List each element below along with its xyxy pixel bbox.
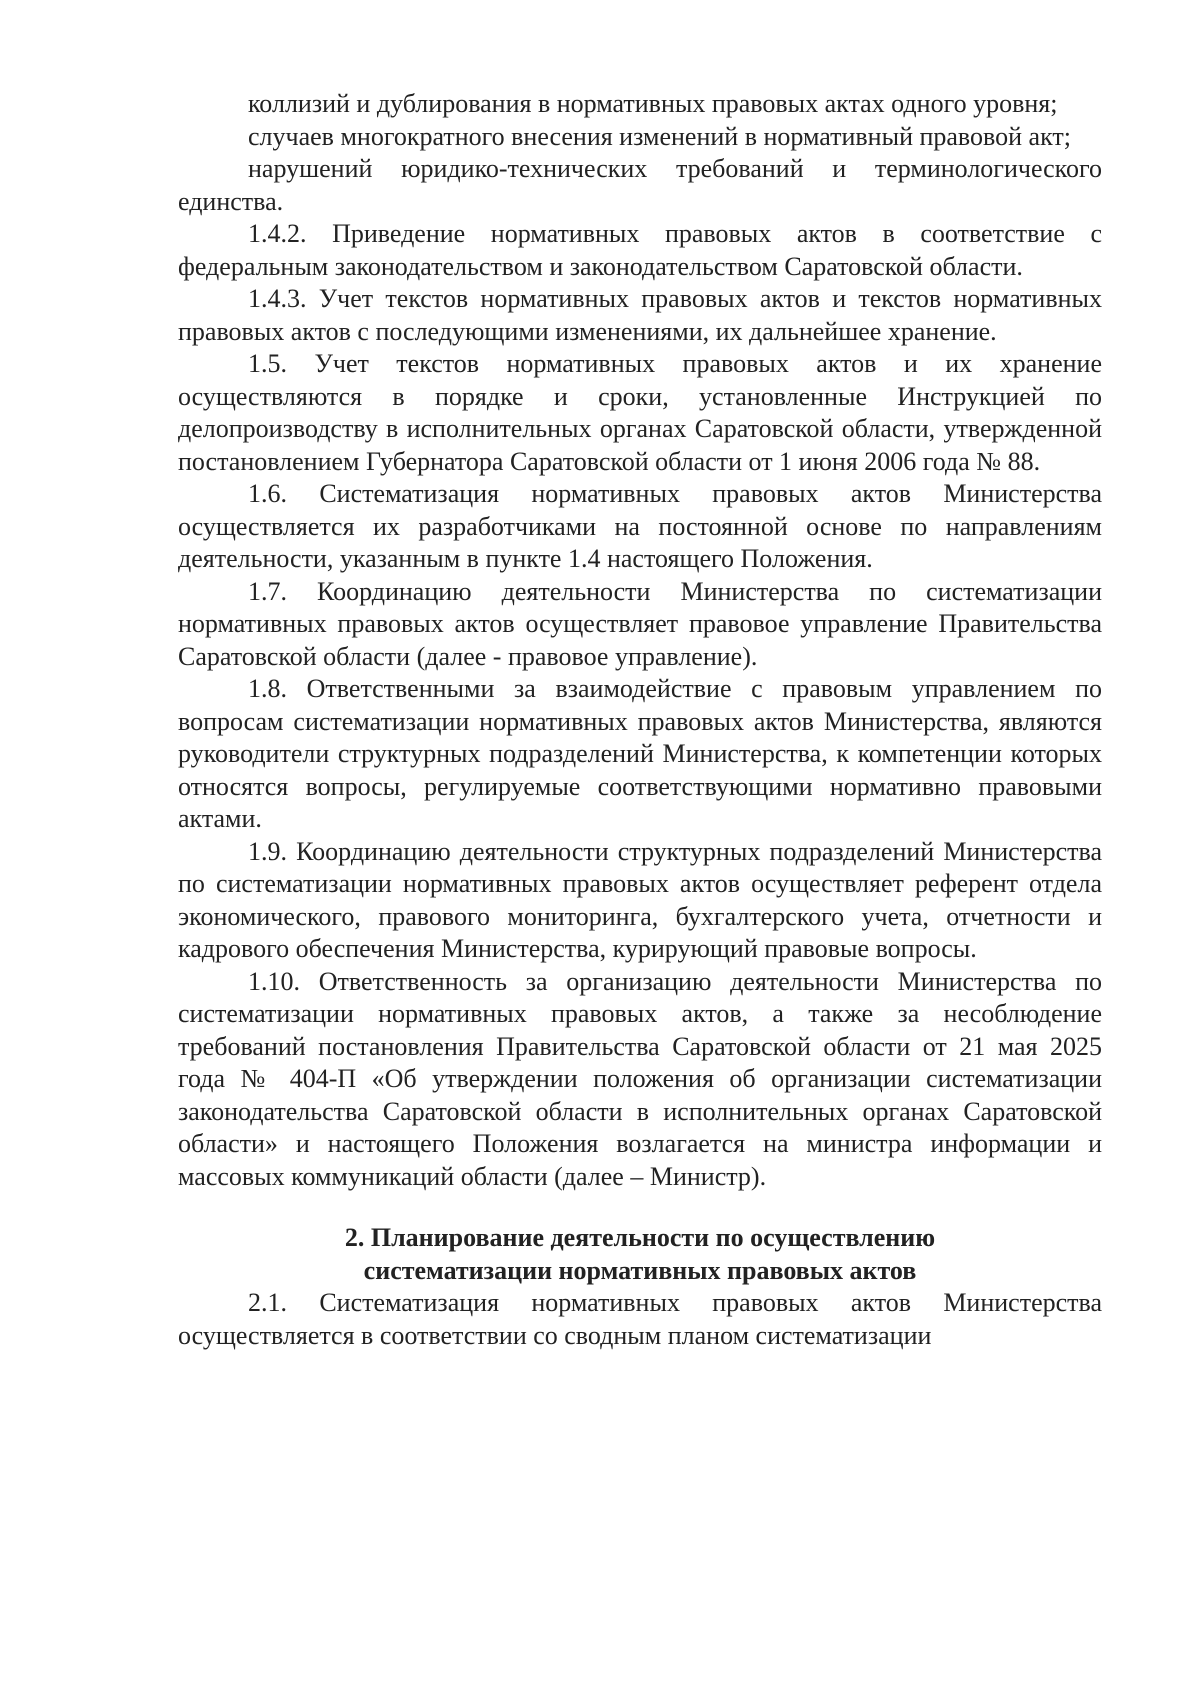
paragraph-multiple-changes: случаев многократного внесения изменений в нормативный правовой акт; xyxy=(248,121,1071,151)
section-heading xyxy=(178,1221,1102,1287)
paragraph-1-5: 1.5. Учет текстов нормативных правовых актов и их хранение осуществляются в порядке и сроки, установленные Инструкцией по делопроизводству в исполнительных органах Саратовской области, утвержденной постановлением Губернатора Саратовской области от 1 июня 2006 года № 88. xyxy=(178,349,1102,476)
document-page xyxy=(178,88,1102,1352)
paragraph-1-4-2: 1.4.2. Приведение нормативных правовых актов в соответствие с федеральным законодательством и законодательством Саратовской области. xyxy=(178,219,1102,281)
paragraph-1-7: 1.7. Координацию деятельности Министерства по систематизации нормативных правовых актов осуществляет правовое управление Правительства Саратовской области (далее - правовое управление). xyxy=(178,576,1102,671)
paragraph-technical-violations: нарушений юридико-технических требований и терминологического единства. xyxy=(178,154,1102,216)
paragraph-1-6: 1.6. Систематизация нормативных правовых актов Министерства осуществляется их разработчиками на постоянной основе по направлениям деятельности, указанным в пункте 1.4 настоящего Положения. xyxy=(178,479,1102,573)
paragraph-1-8: 1.8. Ответственными за взаимодействие с правовым управлением по вопросам систематизации нормативных правовых актов Министерства, являются руководители структурных подразделений Министерства, к компетенции которых относятся вопросы, регулируемые соответствующими нормативно правовыми актами. xyxy=(178,674,1102,833)
paragraph-collisions: коллизий и дублирования в нормативных правовых актах одного уровня; xyxy=(248,89,1058,118)
section-heading-line2: систематизации нормативных правовых актов xyxy=(363,1256,917,1285)
paragraph-1-10: 1.10. Ответственность за организацию деятельности Министерства по систематизации нормативных правовых актов, а также за несоблюдение требований постановления Правительства Саратовской области от 21 мая 2025 года № 404-П «Об утверждении положения об организации систематизации законодательства Саратовской области в исполнительных органах Саратовской области» и настоящего Положения возлагается на министра информации и массовых коммуникаций области (далее – Министр). xyxy=(178,966,1102,1191)
paragraph-1-9: 1.9. Координацию деятельности структурных подразделений Министерства по систематизации нормативных правовых актов осуществляет референт отдела экономического, правового мониторинга, бухгалтерского учета, отчетности и кадрового обеспечения Министерства, курирующий правовые вопросы. xyxy=(178,836,1102,963)
paragraph-2-1: 2.1. Систематизация нормативных правовых актов Министерства осуществляется в соответствии со сводным планом систематизации xyxy=(178,1288,1102,1350)
paragraph-1-4-3: 1.4.3. Учет текстов нормативных правовых актов и текстов нормативных правовых актов с последующими изменениями, их дальнейшее хранение. xyxy=(178,284,1102,346)
section-heading-line1: 2. Планирование деятельности по осуществлению xyxy=(344,1223,936,1252)
